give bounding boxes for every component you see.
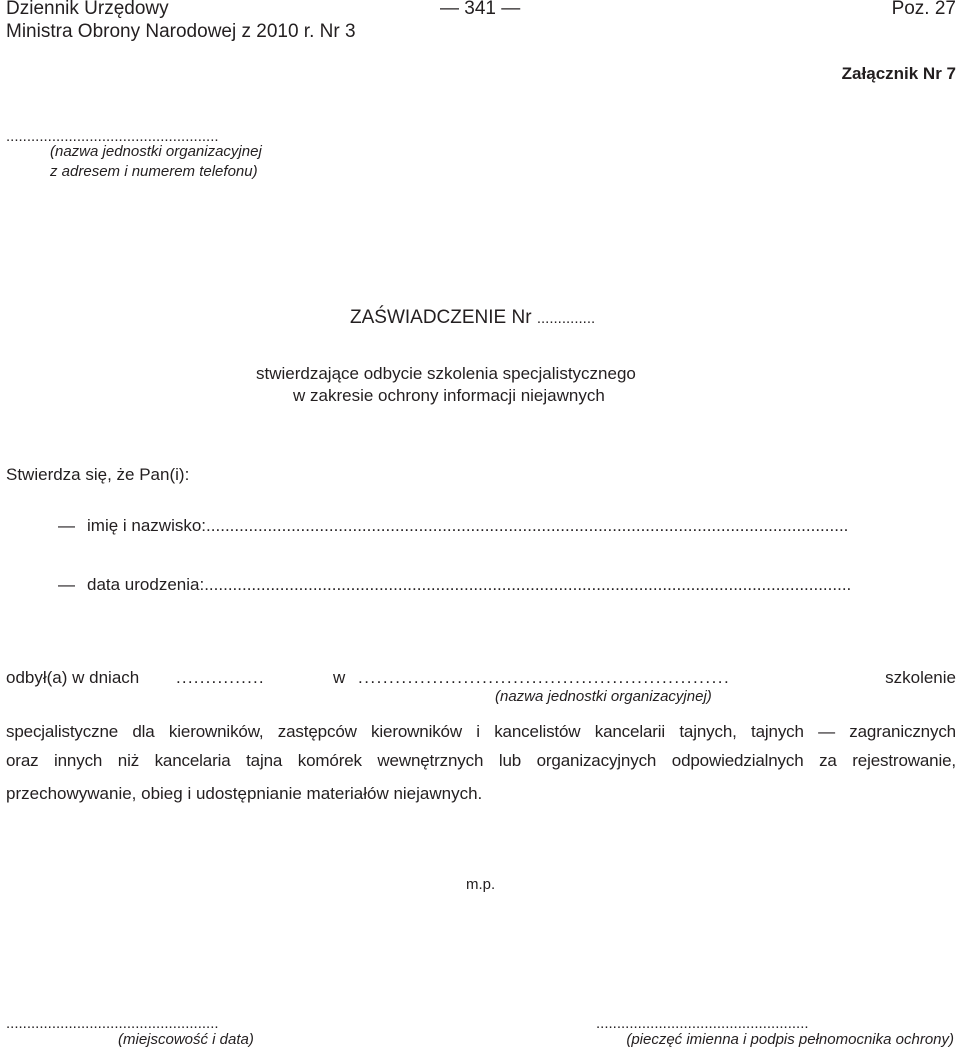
training-prefix: odbył(a) w dniach	[6, 668, 140, 687]
training-suffix: szkolenie	[885, 668, 956, 687]
training-days-dots: ...............	[176, 668, 265, 687]
paragraph-line-1: specjalistyczne dla kierowników, zastępców kierowników i kancelistów kancelarii tajnych, tajnych — zagranicznych	[6, 722, 956, 741]
field-name-label: imię i nazwisko:	[87, 516, 207, 535]
paragraph-line-3: przechowywanie, obieg i udostępnianie materiałów niejawnych.	[6, 784, 483, 803]
ministry-name: Ministra Obrony Narodowej z 2010 r. Nr 3	[6, 21, 356, 42]
org-caption-line2: z adresem i numerem telefonu)	[50, 163, 258, 180]
statement-text: Stwierdza się, że Pan(i):	[6, 465, 190, 484]
training-org-dots: ............................................................	[358, 668, 731, 687]
training-org-caption: (nazwa jednostki organizacyjnej)	[495, 688, 712, 705]
training-w: w	[333, 668, 346, 687]
annex-label: Załącznik Nr 7	[841, 64, 956, 83]
field-birthdate-row	[58, 575, 851, 595]
field-birthdate-label: data urodzenia:	[87, 575, 205, 594]
signature-left-dots: ...................................................	[6, 1015, 219, 1032]
paragraph-line-2: oraz innych niż kancelaria tajna komórek wewnętrznych lub organizacyjnych odpowiedzialnych za rejestrowanie,	[6, 751, 956, 770]
certificate-subtitle-1: stwierdzające odbycie szkolenia specjalistycznego	[256, 364, 636, 383]
signature-right-caption: (pieczęć imienna i podpis pełnomocnika ochrony)	[626, 1031, 954, 1048]
page-number: — 341 —	[440, 0, 521, 19]
journal-title: Dziennik Urzędowy	[6, 0, 169, 19]
certificate-number-dots: ..............	[536, 310, 596, 327]
signature-left-caption: (miejscowość i data)	[118, 1031, 254, 1048]
certificate-subtitle-2: w zakresie ochrony informacji niejawnych	[293, 386, 605, 405]
stamp-place: m.p.	[466, 876, 496, 893]
position-number: Poz. 27	[891, 0, 956, 19]
field-name-row	[58, 516, 848, 536]
signature-right-dots: ...................................................	[596, 1015, 809, 1032]
org-caption-line1: (nazwa jednostki organizacyjnej	[50, 143, 262, 160]
field-name-dots: ........................................................................................................................................	[206, 516, 849, 535]
field-birthdate-dots: .........................................................................................................................................	[204, 575, 852, 594]
field-dash: —	[58, 575, 75, 594]
certificate-title: ZAŚWIADCZENIE Nr	[350, 307, 532, 328]
org-dots: ...................................................	[6, 128, 219, 145]
field-dash: —	[58, 516, 75, 535]
certificate-title-row	[350, 307, 595, 329]
